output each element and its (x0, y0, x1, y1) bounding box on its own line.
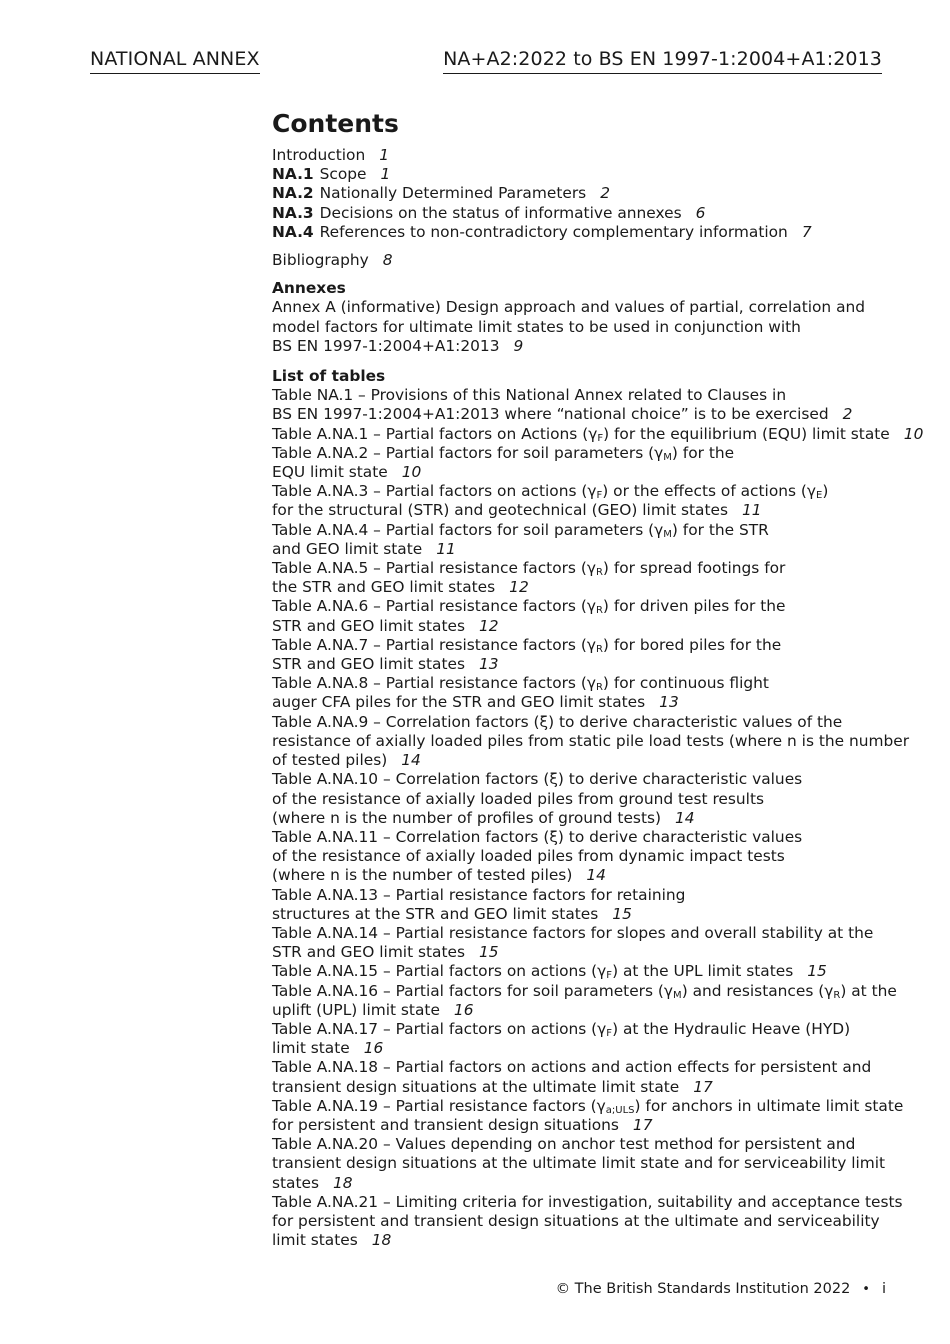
toc-entry-introduction[interactable]: Introduction 1 (272, 146, 389, 164)
page-number: 17 (632, 1115, 653, 1134)
toc-entry-table-ana16[interactable]: Table A.NA.16 – Partial factors for soil parameters $(\gamma_M)$ and resistances $(\gamma_R)$ at the uplift (UPL) limit state 16 (272, 981, 897, 1019)
page-number: 1 (379, 146, 389, 164)
page-number: 17 (693, 1077, 713, 1096)
contents-section (272, 108, 924, 1250)
toc-entry-table-ana11[interactable]: Table A.NA.11 – Correlation factors (ξ) to derive characteristic values of the resistance of axially loaded piles from dynamic impact tests (where n is the number of tested piles) 14 (272, 827, 803, 885)
page-number: 13 (659, 693, 679, 712)
header-annex-label: NATIONAL ANNEX (90, 47, 260, 74)
page-number: 8 (382, 251, 393, 270)
page-number: 15 (479, 943, 499, 962)
page-number: 16 (363, 1039, 384, 1058)
footer-page-number: i (881, 1281, 886, 1297)
toc-entry-table-ana20[interactable]: Table A.NA.20 – Values depending on anchor test method for persistent and transient design situations at the ultimate limit state and for serviceability limit states 18 (272, 1135, 886, 1192)
page-number: 15 (807, 962, 827, 981)
copyright-notice: © The British Standards Institution 2022 (555, 1281, 851, 1297)
toc-entry-table-ana15[interactable]: Table A.NA.15 – Partial factors on actions $(\gamma_F)$ at the UPL limit states 15 (272, 962, 827, 982)
page-number: 9 (513, 336, 524, 355)
toc-entry-na4[interactable]: NA.4 References to non-contradictory complementary information 7 (272, 222, 812, 241)
section-number: NA.4 (272, 222, 314, 241)
toc-entry-na2[interactable]: NA.2 Nationally Determined Parameters 2 (272, 184, 610, 203)
page-number: 14 (586, 866, 606, 885)
toc-entry-table-ana2[interactable]: Table A.NA.2 – Partial factors for soil parameters $(\gamma_M)$ for the EQU limit state 10 (272, 443, 735, 482)
page-number: 6 (695, 203, 706, 222)
page-number: 16 (453, 1000, 474, 1019)
toc-entry-table-ana8[interactable]: Table A.NA.8 – Partial resistance factors $(\gamma_R)$ for continuous flight auger CFA piles for the STR and GEO limit states 13 (272, 674, 769, 712)
page-number: 2 (842, 405, 853, 424)
page-number: 18 (333, 1173, 353, 1192)
toc-entry-table-ana7[interactable]: Table A.NA.7 – Partial resistance factors $(\gamma_R)$ for bored piles for the STR and GEO limit states 13 (272, 635, 782, 674)
page-number: 7 (801, 222, 812, 241)
toc-entry-table-ana4[interactable]: Table A.NA.4 – Partial factors for soil parameters $(\gamma_M)$ for the STR and GEO limit state 11 (272, 520, 769, 558)
toc-entry-table-ana10[interactable]: Table A.NA.10 – Correlation factors (ξ) to derive characteristic values of the resistance of axially loaded piles from ground test results (where n is the number of profiles of ground tests) 14 (272, 770, 803, 827)
page-footer (556, 1280, 886, 1299)
page-number: 13 (479, 655, 499, 674)
toc-entry-table-ana13[interactable]: Table A.NA.13 – Partial resistance factors for retaining structures at the STR and GEO limit states 15 (272, 885, 686, 923)
toc-entry-table-ana14[interactable]: Table A.NA.14 – Partial resistance factors for slopes and overall stability at the STR and GEO limit states 15 (272, 923, 874, 962)
page-number: 14 (675, 808, 695, 827)
page-number: 11 (436, 539, 456, 558)
toc-entry-table-ana6[interactable]: Table A.NA.6 – Partial resistance factors $(\gamma_R)$ for driven piles for the STR and GEO limit states 12 (272, 597, 786, 635)
toc-entry-table-na1[interactable]: Table NA.1 – Provisions of this National Annex related to Clauses in BS EN 1997-1:2004+A1:2013 where “national choice” is to be exercised 2 (272, 386, 853, 424)
toc-entry-table-ana3[interactable]: Table A.NA.3 – Partial factors on actions $(\gamma_F)$ or the effects of actions $(\gamma_E)$ for the structural (STR) and geotechnical (GEO) limit states 11 (272, 482, 829, 520)
page-number: 1 (380, 165, 391, 184)
page-number: 11 (742, 501, 762, 520)
toc-entry-na3[interactable]: NA.3 Decisions on the status of informative annexes 6 (272, 203, 706, 222)
toc-entry-table-ana5[interactable]: Table A.NA.5 – Partial resistance factors $(\gamma_R)$ for spread footings for the STR and GEO limit states 12 (272, 559, 786, 597)
toc-entry-na1[interactable]: NA.1 Scope 1 (272, 165, 391, 184)
page-number: 14 (401, 751, 421, 770)
page-number: 2 (600, 184, 610, 203)
toc-entry-annex-a[interactable]: Annex A (informative) Design approach and values of partial, correlation and model factors for ultimate limit states to be used in conjunction with BS EN 1997-1:2004+A1:2013 9 (272, 298, 866, 355)
toc-entry-table-ana9[interactable]: Table A.NA.9 – Correlation factors (ξ) to derive characteristic values of the resistance of axially loaded piles from static pile load tests (where n is the number of tested piles) 14 (272, 712, 910, 770)
toc-entry-table-ana18[interactable]: Table A.NA.18 – Partial factors on actions and action effects for persistent and transient design situations at the ultimate limit state 17 (272, 1058, 872, 1096)
toc-entry-table-ana21[interactable]: Table A.NA.21 – Limiting criteria for investigation, suitability and acceptance tests for persistent and transient design situations at the ultimate and serviceability limit states 18 (272, 1192, 903, 1250)
section-number: NA.2 (272, 184, 314, 203)
list-of-tables-heading: List of tables (272, 367, 386, 386)
toc-entry-table-ana19[interactable]: Table A.NA.19 – Partial resistance factors $(\gamma_{a;ULS})$ for anchors in ultimate limit state for persistent and transient design situations 17 (272, 1096, 904, 1134)
page-title: Contents (272, 109, 399, 138)
page-number: 15 (612, 904, 632, 923)
toc-entry-table-ana1[interactable]: Table A.NA.1 – Partial factors on Actions $(\gamma_F)$ for the equilibrium (EQU) limit state 10 (272, 424, 924, 444)
page-number: 18 (371, 1231, 392, 1250)
bullet-separator: • (862, 1282, 870, 1297)
toc-entry-table-ana17[interactable]: Table A.NA.17 – Partial factors on actions $(\gamma_F)$ at the Hydraulic Heave (HYD) limit state 16 (272, 1019, 851, 1058)
annexes-heading: Annexes (272, 279, 346, 298)
page-number: 10 (401, 463, 422, 482)
page-number: 10 (903, 424, 924, 443)
toc-entry-bibliography[interactable]: Bibliography 8 (272, 251, 393, 270)
page-number: 12 (479, 616, 499, 635)
section-number: NA.3 (272, 203, 314, 222)
page-number: 12 (509, 578, 529, 597)
section-number: NA.1 (272, 165, 314, 184)
header-standard-ref: NA+A2:2022 to BS EN 1997-1:2004+A1:2013 (443, 47, 882, 74)
